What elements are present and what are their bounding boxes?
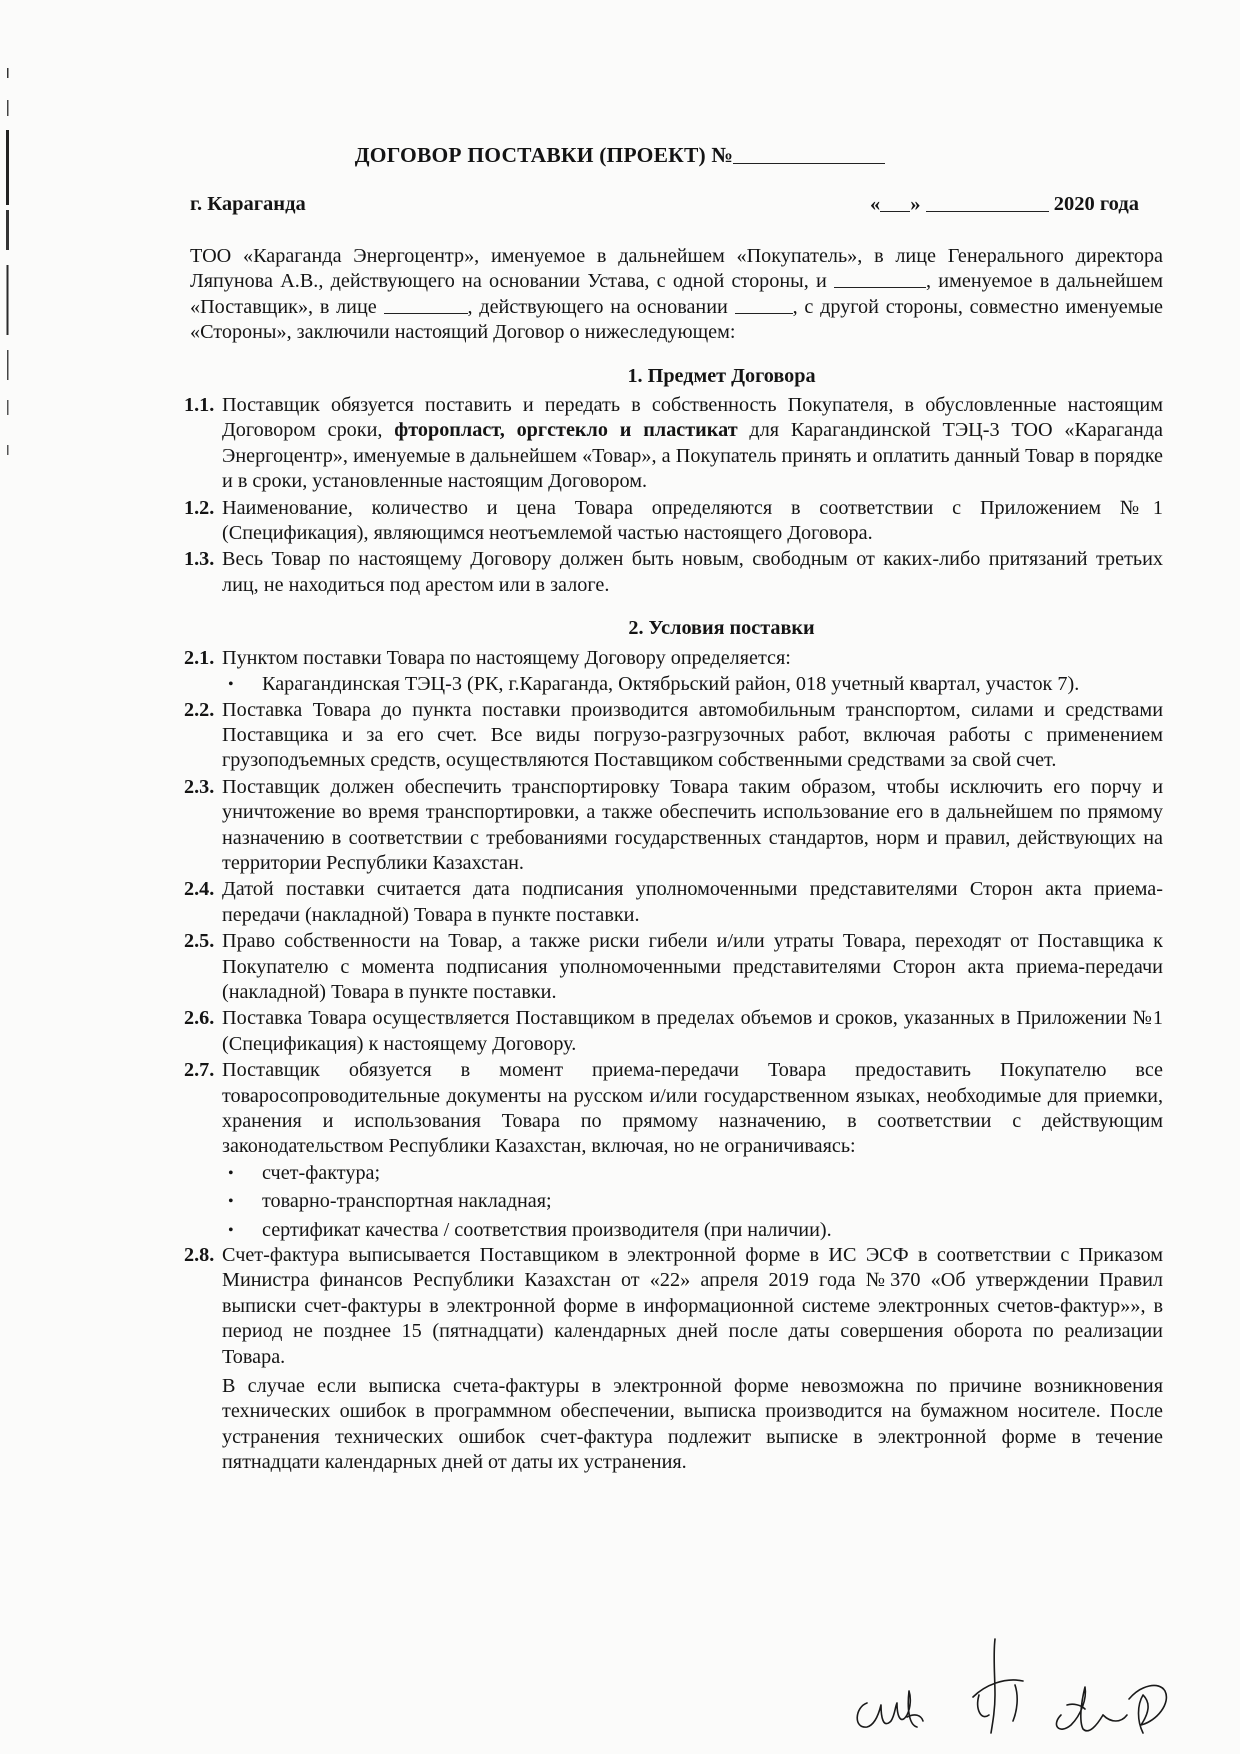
clause-1-3 [184,547,1163,598]
clause-2-8-paper-invoice: В случае если выписка счета-фактуры в электронной форме невозможна по причине возникновения технических ошибок в программном обеспечении, выписка производится на бумажном носителе. После устранения технических ошибок счет-фактура подлежит выписке в электронной форме в течение пятнадцати календарных дней от даты их устранения. [222,1375,1163,1474]
clause-2-6 [184,1006,1163,1057]
list-item [190,1161,1163,1186]
delivery-point: Карагандинская ТЭЦ-3 (РК, г.Караганда, Октябрьский район, 018 учетный квартал, участок 7). [262,673,1080,696]
date-year: 2020 года [1053,193,1139,215]
clause-text: Датой поставки считается дата подписания уполномоченными представителями Сторон акта приема-передачи (накладной) Товара в пункте поставки. [222,878,1163,926]
supplier-name-blank [834,272,926,288]
clause-text: Поставщик обязуется поставить и передать в собственность Покупателя, в обусловленные настоящим Договором сроки, [222,394,1163,442]
clause-text: Право собственности на Товар, а также риски гибели и/или утраты Товара, переходят от Поставщика к Покупателю с момента подписания уполномоченными представителями Сторон акта приема-передачи (накладной) Товара в пункте поставки. [222,930,1163,1003]
date-quote-close: » [910,193,921,215]
clause-number: 1.3. [184,548,215,571]
clause-1-1 [184,393,1163,495]
clause-number: 2.7. [184,1059,215,1082]
clause-number: 1.2. [184,496,215,519]
section-2-title: 2. Условия поставки [628,617,815,640]
preamble-part-2: , именуемое в дальнейшем «Поставщик», в лице [190,270,1163,318]
clause-number: 2.3. [184,775,215,798]
representative-blank [384,298,468,314]
clause-2-8 [184,1243,1163,1370]
clause-text: Поставщик обязуется в момент приема-передачи Товара предоставить Покупателю все товаросопроводительные документы на русском и/или государственном языках, необходимые для приемки, хранения и использования Товара по прямому назначению, в соответствии с действующим законодательством Республики Казахстан, включая, но не ограничиваясь: [222,1059,1163,1158]
clause-text: Поставщик должен обеспечить транспортировку Товара таким образом, чтобы исключить его порчу и уничтожение во время транспортировки, а также обеспечить использование его в дальнейшем по прямому назначению в соответствии с требованиями государственных стандартов, норм и правил, действующих на территории Республики Казахстан. [222,775,1163,874]
delivery-point-list [190,672,1163,697]
clause-number: 2.6. [184,1007,215,1030]
clause-1-2 [184,496,1163,547]
bullet-icon: • [228,676,234,694]
clause-number: 2.8. [184,1244,215,1267]
bullet-icon: • [228,1193,234,1211]
clause-2-7 [184,1058,1163,1160]
document-type: товарно-транспортная накладная; [262,1190,552,1213]
list-item [190,1189,1163,1214]
clause-text: Наименование, количество и цена Товара определяются в соответствии с Приложением №1 (Спецификация), являющимся неотъемлемой частью настоящего Договора. [222,496,1163,545]
clause-2-5 [184,929,1163,1005]
clause-text: Поставка Товара до пункта поставки производится автомобильным транспортом, силами и средствами Поставщика и за его счет. Все виды погрузо-разгрузочных работ, включая работы с применением грузоподъемных средств, осуществляются Поставщиком собственными средствами за свой счет. [222,698,1163,772]
clause-text: Счет-фактура выписывается Поставщиком в электронной форме в ИС ЭСФ в соответствии с Приказом Министра финансов Республики Казахстан от «22» апреля 2019 года №370 «Об утверждении Правил выписки счет-фактуры в электронной форме в информационной системе электронных счетов-фактур»», в период не позднее 15 (пятнадцати) календарных дней после даты совершения оборота по реализации Товара. [222,1244,1163,1368]
scan-margin-marks [4,50,12,470]
document-type: счет-фактура; [262,1161,381,1184]
clause-number: 1.1. [184,394,215,417]
clause-2-3 [184,775,1163,877]
list-item [190,672,1163,697]
preamble [190,244,1163,346]
contract-date [870,193,1163,216]
date-month-blank [926,195,1049,212]
basis-blank [735,298,793,314]
clause-number: 2.5. [184,930,215,953]
contract-number-blank [733,145,885,164]
preamble-part-1: ТОО «Караганда Энергоцентр», именуемое в дальнейшем «Покупатель», в лице Генерального директора Ляпунова А.В., действующего на основании Устава, с одной стороны, и [190,245,1163,293]
clause-text: Пунктом поставки Товара по настоящему Договору определяется: [222,646,791,669]
date-quote-open: « [870,193,881,215]
list-item [190,1218,1163,1243]
clause-2-4 [184,877,1163,928]
contract-title-text: ДОГОВОР ПОСТАВКИ (ПРОЕКТ) № [354,143,734,167]
clause-text: Весь Товар по настоящему Договору должен быть новым, свободным от каких-либо притязаний третьих лиц, не находиться под арестом или в залоге. [222,548,1163,596]
section-1-title: 1. Предмет Договора [627,364,816,387]
date-day-blank [880,195,910,212]
goods-name: фторопласт, оргстекло и пластикат [394,419,738,442]
clause-number: 2.2. [184,698,215,721]
city: г. Караганда [190,193,306,215]
preamble-part-4: , с другой стороны, совместно именуемые «Стороны», заключили настоящий Договор о нижеследующем: [190,295,1163,344]
document-type: сертификат качества / соответствия производителя (при наличии). [262,1218,832,1241]
bullet-icon: • [228,1164,234,1182]
clause-2-1 [184,646,1163,671]
preamble-part-3: , действующего на основании [467,295,735,318]
documents-list [190,1161,1163,1243]
clause-text: для Карагандинской ТЭЦ-3 ТОО «Караганда Энергоцентр», именуемые в дальнейшем «Товар», а Покупатель принять и оплатить данный Товар в порядке и в сроки, установленные настоящим Договором. [222,419,1163,493]
clause-number: 2.1. [184,646,215,669]
clause-number: 2.4. [184,878,215,901]
clause-2-2 [184,698,1163,774]
bullet-icon: • [228,1221,234,1239]
contract-title [0,143,1240,168]
signatures [845,1625,1185,1745]
contract-body [184,244,1163,1476]
clause-text: Поставка Товара осуществляется Поставщиком в пределах объемов и сроков, указанных в Приложении №1 (Спецификация) к настоящему Договору. [222,1007,1163,1055]
